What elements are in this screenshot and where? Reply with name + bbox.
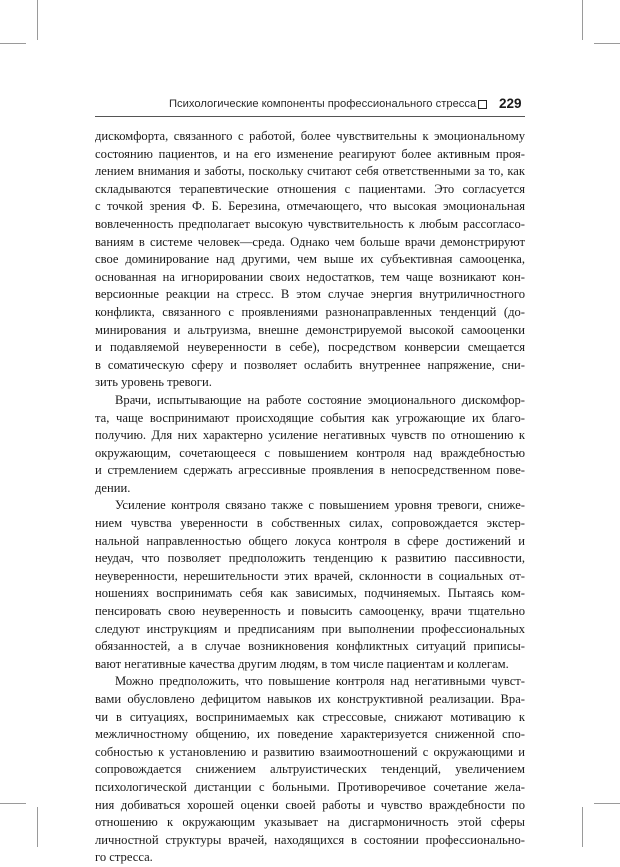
text-line: ния добиваться хорошей оценки своей работы и чувство враждебности по [95, 797, 525, 812]
text-line: вовлеченность предполагает высокую чувствительность к любым рассогласо- [95, 216, 525, 231]
paragraph [95, 673, 525, 867]
text-line: вами обусловлено дефицитом навыков их конструктивной реализации. Вра- [95, 692, 525, 706]
text-line: межличностному общению, их поведение характеризуется сниженной спо- [95, 727, 525, 742]
text-line: сопровождается снижением альтруистических тенденций, увеличением [95, 762, 525, 777]
text-line: собностью к установлению и развитию взаимоотношений с окружающими и [95, 744, 525, 759]
text-line: неуверенности, нерешительности этих врачей, склонности в социальных от- [95, 568, 525, 583]
text-line: вают негативные качества другим людям, в том числе пациентам и коллегам. [95, 656, 509, 671]
paragraph [95, 392, 525, 498]
crop-mark [37, 807, 38, 847]
running-title: Психологические компоненты профессионального стресса [169, 98, 477, 110]
text-line: пенсировать свою неуверенность и повысить самооценку, врачи тщательно [95, 604, 525, 619]
text-line: психологической дистанции с больными. Противоречивое сочетание жела- [95, 779, 525, 794]
text-line: обязанностей, а в случае возникновения конфликтных ситуаций приписы- [95, 639, 525, 654]
running-header [95, 94, 525, 117]
page-number: 229 [499, 96, 522, 111]
text-line: зить уровень тревоги. [95, 375, 212, 390]
paragraph [95, 128, 525, 392]
text-line: окружающим, сочетающееся с повышением контроля над враждебностью [95, 445, 525, 460]
text-line: Можно предположить, что повышение контроля над негативными чувст- [115, 674, 525, 689]
text-line: версионные реакции на стресс. В этом случае энергия внутриличностного [95, 287, 525, 302]
text-line: нием чувства уверенности в собственных силах, сопровождается экстер- [95, 516, 525, 531]
text-line: нальной направленностью общего локуса контроля в сфере достижений и [95, 533, 525, 548]
text-line: Врачи, испытывающие на работе состояние эмоционального дискомфор- [115, 392, 525, 407]
text-line: в соматическую сферу и позволяет ослабить внутреннее напряжение, сни- [95, 357, 525, 372]
crop-mark [582, 807, 583, 847]
crop-mark [0, 43, 26, 44]
crop-mark [582, 0, 583, 40]
text-line: дискомфорта, связанного с работой, более чувствительны к эмоциональному [95, 129, 525, 143]
text-line: ваниям в системе человек—среда. Однако чем больше врачи демонстрируют [95, 234, 525, 249]
text-line: личностной структуры врачей, находящихся в состоянии профессионально- [95, 832, 525, 847]
crop-mark [0, 803, 26, 804]
crop-mark [594, 43, 620, 44]
text-line: получию. Для них характерно усиление негативных чувств по отношению к [95, 428, 525, 443]
text-line: ношениях воспринимать себя как зависимых, подчиняемых. Пытаясь ком- [95, 586, 525, 601]
text-line: конфликта, связанного с проявлениями разнонаправленных тенденций (до- [95, 304, 525, 319]
crop-mark [37, 0, 38, 40]
text-line: отношению к окружающим указывает на дисгармоничность этой сферы [95, 815, 525, 830]
text-line: и подавляемой неуверенности в себе), посредством конверсии смещается [95, 340, 525, 355]
text-line: минирования и альтруизма, внешне демонстрируемой высокой самооценки [95, 322, 525, 337]
text-line: следуют инструкциям и предписаниям при выполнении профессиональных [95, 621, 525, 636]
text-line: неудач, что позволяет предположить тенденцию к развитию пассивности, [95, 551, 525, 566]
text-line: Усиление контроля связано также с повышением уровня тревоги, сниже- [115, 498, 525, 513]
text-line: основанная на игнорировании своих недостатков, тем чаще возникают кон- [95, 269, 525, 284]
square-bullet-icon [478, 100, 487, 109]
text-line: состоянию пациентов, и на его изменение реагируют более активным проя- [95, 146, 525, 161]
text-line: чи в ситуациях, воспринимаемых как стрессовые, снижают мотивацию к [95, 709, 525, 724]
text-line: свое доминирование над другими, чем выше их субъективная самооценка, [95, 252, 525, 267]
text-line: дении. [95, 480, 131, 495]
text-line: го стресса. [95, 850, 153, 865]
text-line: лением внимания и заботы, поскольку считают себя ответственными за то, как [95, 164, 525, 179]
text-line: складываются терапевтические отношения с пациентами. Это согласуется [95, 181, 525, 196]
body-text [95, 128, 525, 867]
paragraph [95, 497, 525, 673]
crop-mark [594, 803, 620, 804]
text-line: та, чаще воспринимают происходящие события как угрожающие их благо- [95, 410, 525, 425]
text-line: с точкой зрения Ф. Б. Березина, отмечающего, что высокая эмоциональная [95, 199, 525, 214]
text-line: и стремлением сдержать агрессивные проявления в непосредственном пове- [95, 463, 525, 478]
